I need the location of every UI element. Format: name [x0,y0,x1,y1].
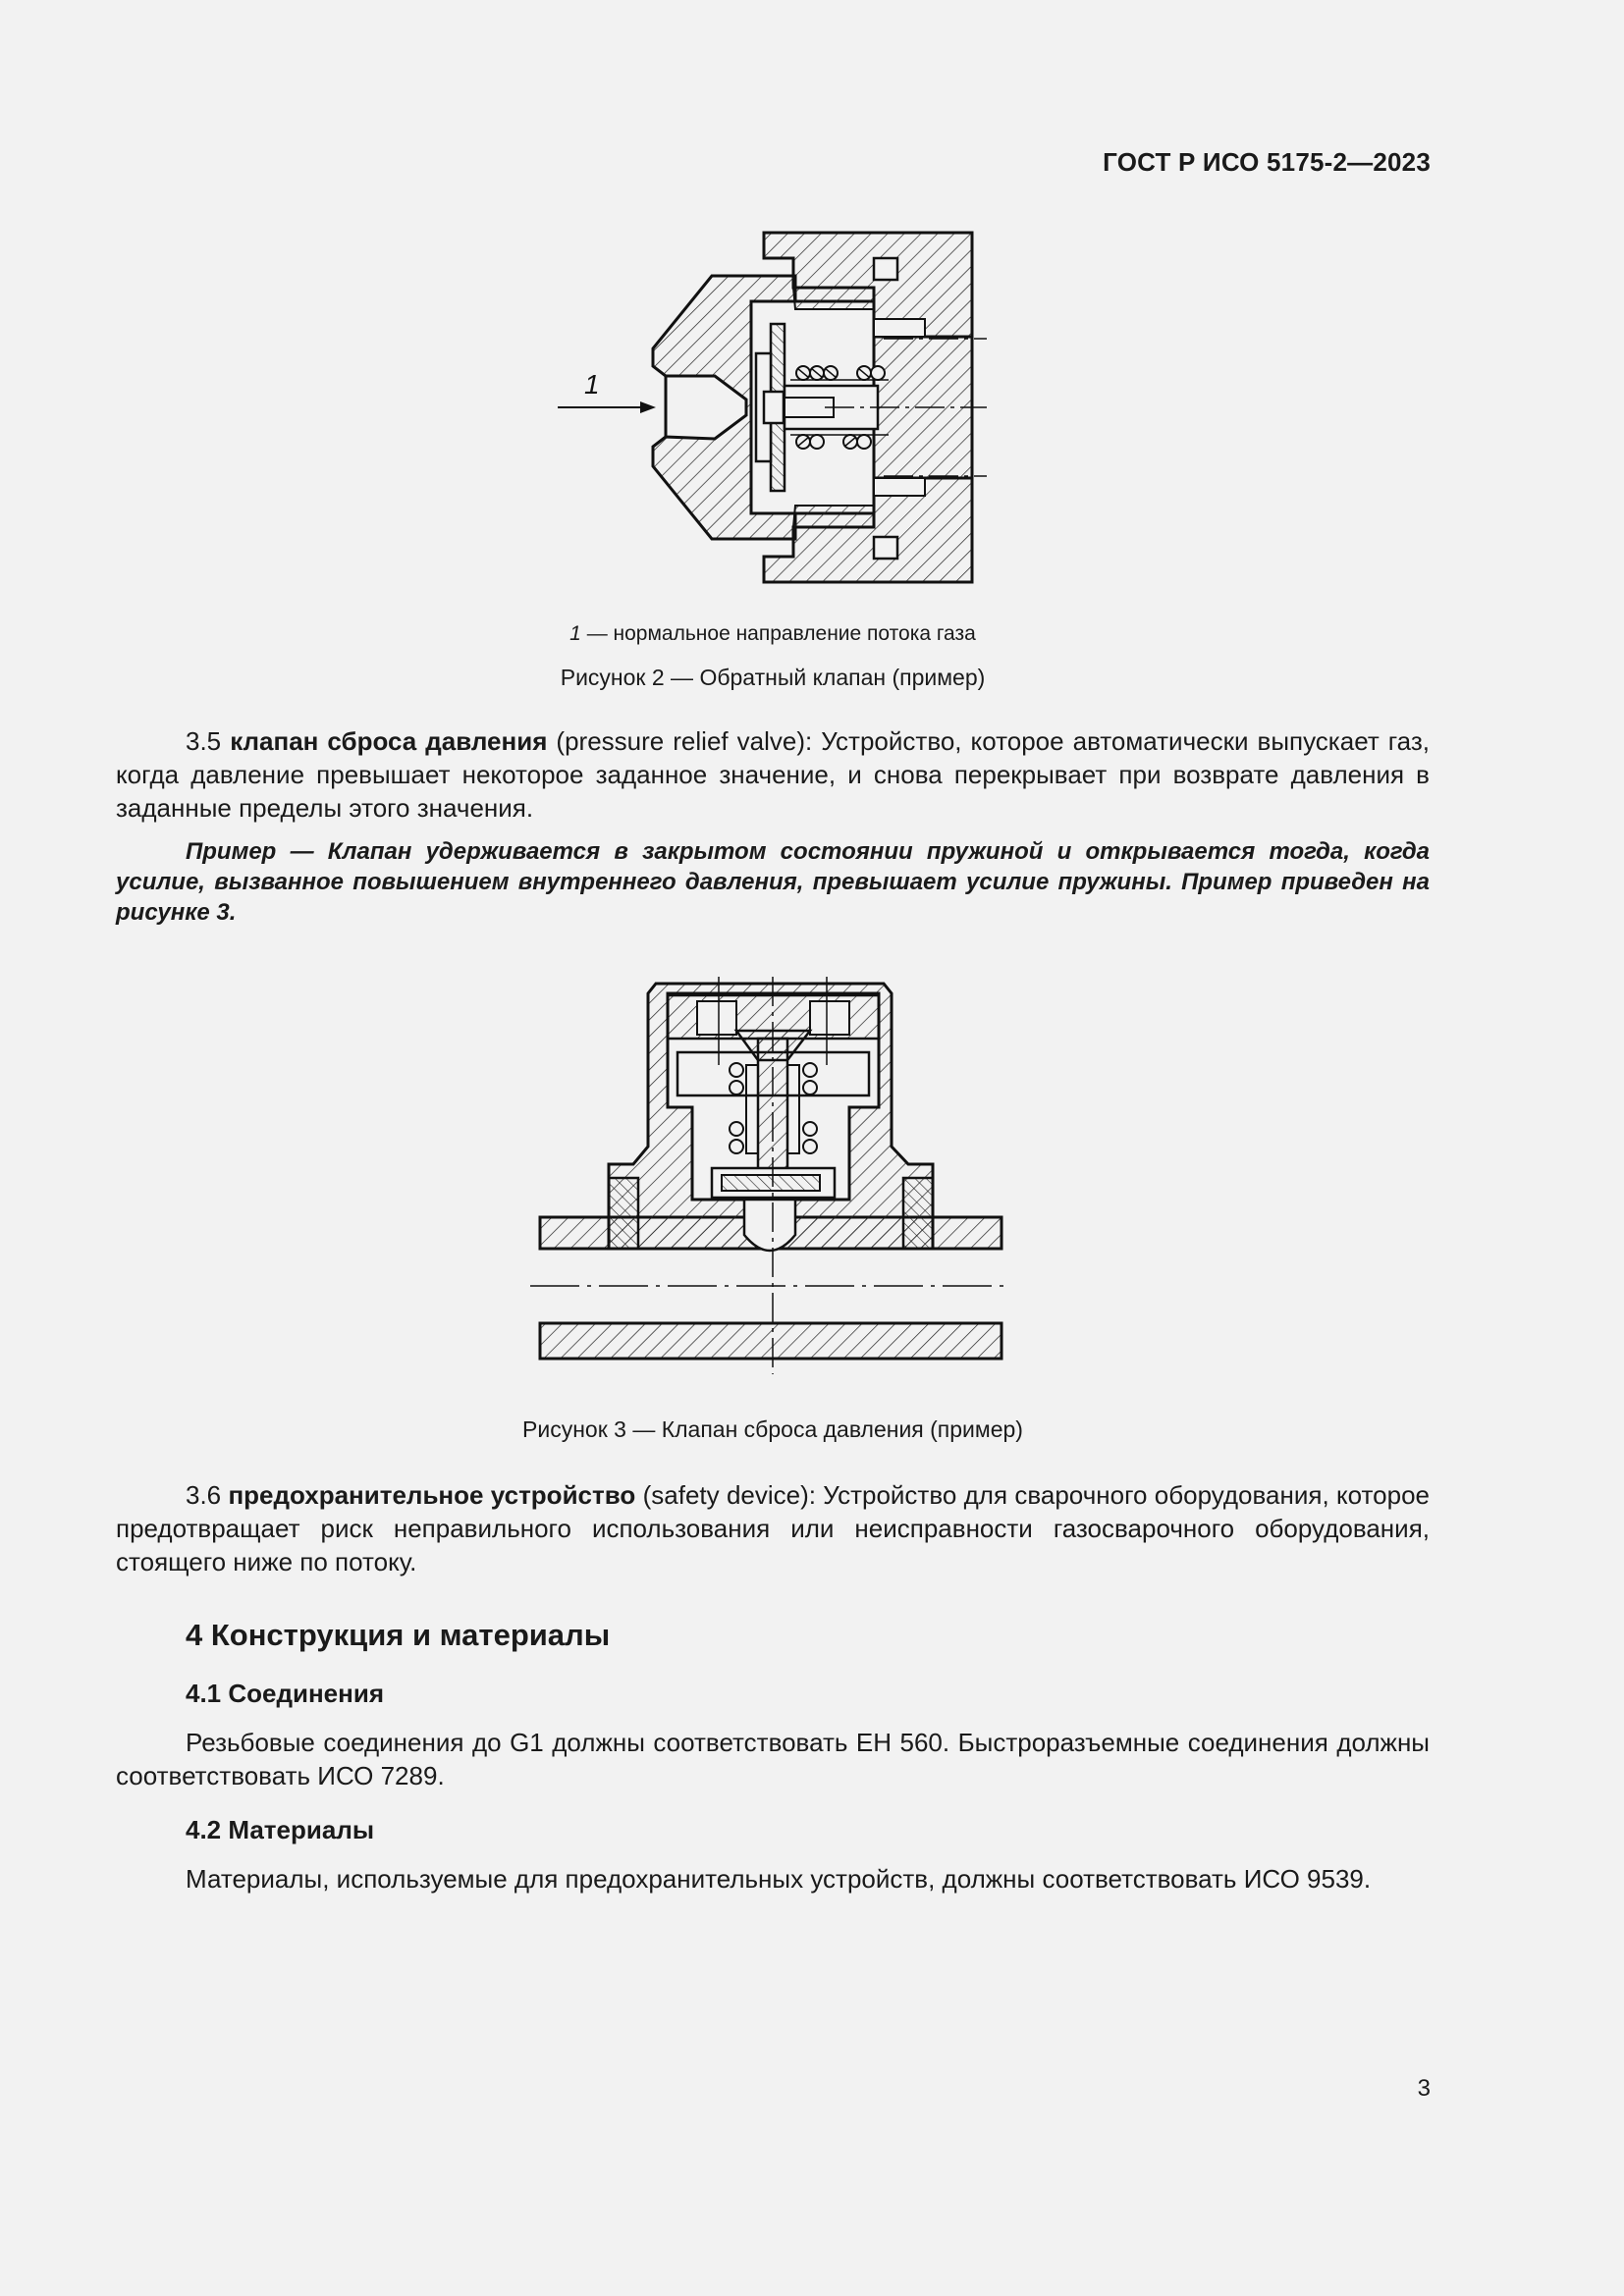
section-3-6-paragraph [116,1478,1430,1578]
figure-2-legend-text: — нормальное направление потока газа [580,622,976,645]
figure-2-check-valve-drawing [550,221,1001,594]
figure-3-caption: Рисунок 3 — Клапан сброса давления (пример) [522,1416,1023,1442]
figure-2-legend-number: 1 [569,622,581,645]
section-4-heading: 4 Конструкция и материалы [186,1618,611,1652]
section-3-6-term: предохранительное устройство [228,1480,636,1510]
figure-3-pressure-relief-valve-drawing [530,972,1021,1384]
section-3-5-paragraph [116,724,1430,825]
figure-2-legend [0,622,1545,646]
section-3-5-definition: (pressure relief valve): Устройство, которое автоматически выпускает газ, когда давление превышает некоторое заданное значение, и снова перекрывает при возврате давления в заданные пределы этого значения. [116,726,1430,823]
figure-2-caption: Рисунок 2 — Обратный клапан (пример) [560,665,986,690]
figure-2-callout-number: 1 [584,369,600,400]
example-note: Пример — Клапан удерживается в закрытом состоянии пружиной и открывается тогда, когда усилие, вызванное повышением внутреннего давления, превышает усилие пружины. Пример приведен на рисунке 3. [116,838,1430,926]
section-4-1-paragraph: Резьбовые соединения до G1 должны соответствовать ЕН 560. Быстроразъемные соединения должны соответствовать ИСО 7289. [116,1728,1430,1790]
section-4-1-heading: 4.1 Соединения [186,1679,384,1708]
section-3-6-number: 3.6 [186,1480,229,1510]
section-3-5-number: 3.5 [186,726,231,756]
section-4-2-heading: 4.2 Материалы [186,1815,375,1844]
section-3-6-definition: (safety device): Устройство для сварочного оборудования, которое предотвращает риск неправильного использования или неисправности газосварочного оборудования, стоящего ниже по потоку. [116,1480,1430,1576]
section-3-5-term: клапан сброса давления [230,726,548,756]
section-4-2-paragraph: Материалы, используемые для предохранительных устройств, должны соответствовать ИСО 9539. [186,1864,1372,1894]
page-number: 3 [1417,2075,1431,2102]
document-header: ГОСТ Р ИСО 5175-2—2023 [1103,147,1431,177]
